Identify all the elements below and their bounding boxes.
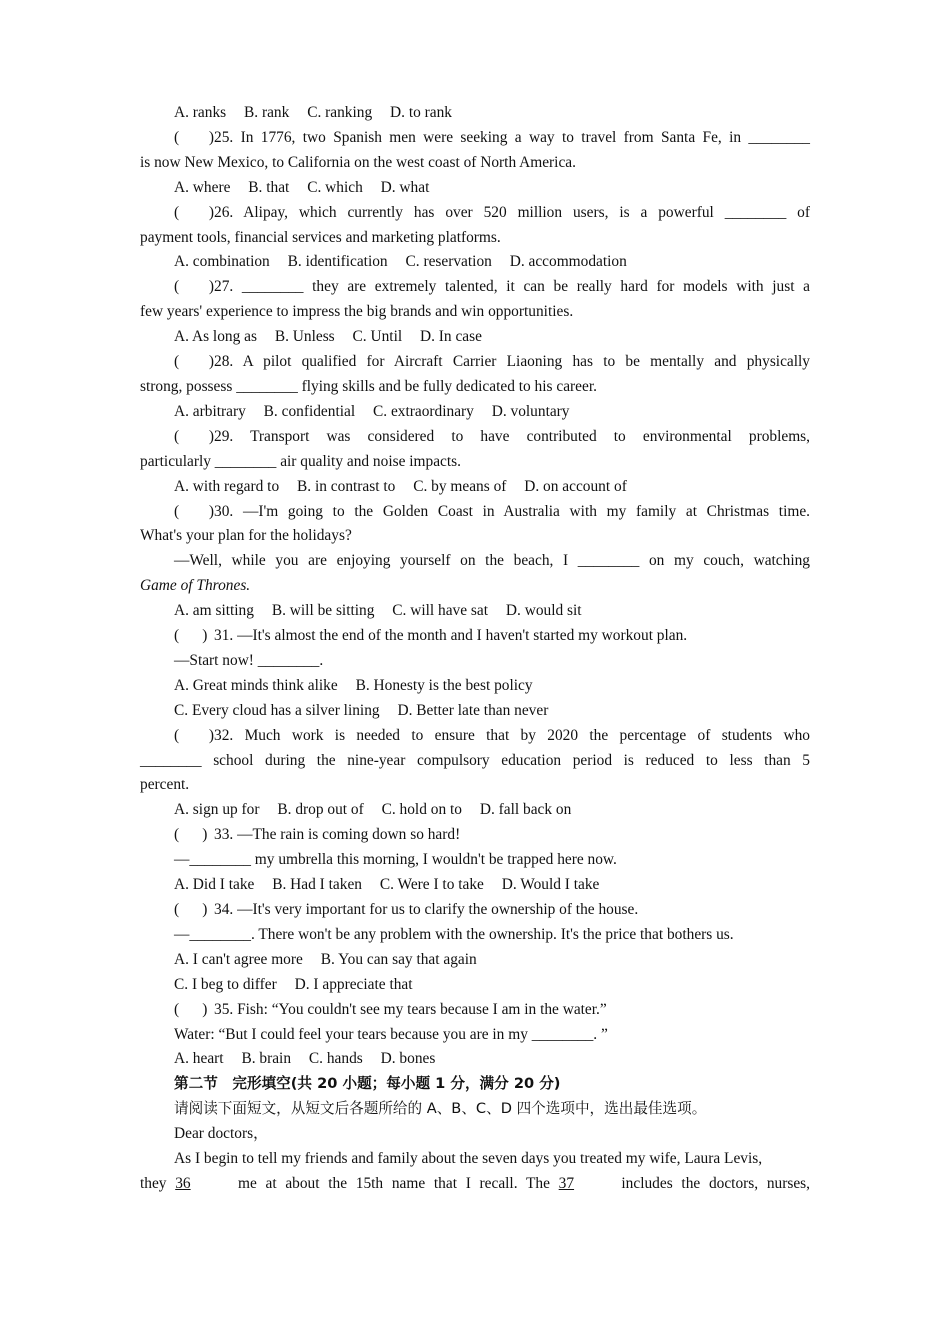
- question-text: 26. Alipay, which currently has over 520 million users, is a powerful ________ of: [214, 203, 810, 221]
- q34-stem: [140, 898, 810, 923]
- option-b: B. identification: [287, 253, 388, 271]
- q34-reply: —________. There won't be any problem with the ownership. It's the price that bothers us.: [174, 925, 734, 943]
- option-d: D. In case: [420, 328, 482, 346]
- q33-stem: [140, 823, 810, 848]
- q35-reply: Water: “But I could feel your tears because you are in my ________. ”: [174, 1025, 608, 1043]
- q35-options: [140, 1047, 810, 1072]
- option-d: D. what: [380, 178, 430, 196]
- q30-options: [140, 599, 810, 624]
- q31-options-cd: [140, 699, 810, 724]
- q25-stem-line2: is now New Mexico, to California on the west coast of North America.: [140, 153, 576, 171]
- option-a: A. ranks: [174, 104, 227, 121]
- q30-stem-line2: What's your plan for the holidays?: [140, 527, 352, 545]
- option-c: C. by means of: [413, 477, 507, 495]
- q28-options: [140, 400, 810, 425]
- option-b: B. Honesty is the best policy: [355, 676, 533, 694]
- question-text: 33. —The rain is coming down so hard!: [214, 826, 461, 844]
- q34-options-cd: [140, 973, 810, 998]
- q35-stem: [140, 998, 810, 1023]
- q25-stem-line1: [140, 126, 810, 151]
- q30-reply-line1: —Well, while you are enjoying yourself on the beach, I ________ on my couch, watching: [174, 552, 810, 570]
- option-a: A. combination: [174, 253, 270, 271]
- question-text: 25. In 1776, two Spanish men were seeking a way to travel from Santa Fe, in ________: [214, 128, 810, 146]
- option-c: C. hold on to: [381, 801, 462, 819]
- option-d: D. on account of: [524, 477, 627, 495]
- option-c: C. ranking: [307, 104, 373, 121]
- option-a: A. As long as: [174, 328, 257, 346]
- q31-options-ab: [140, 674, 810, 699]
- option-c: C. Were I to take: [379, 876, 484, 894]
- option-b: B. confidential: [263, 402, 356, 420]
- q32-stem-line1: [140, 724, 810, 749]
- q33-options: [140, 873, 810, 898]
- blank-36[interactable]: 36: [175, 1174, 191, 1192]
- option-c: C. extraordinary: [372, 402, 474, 420]
- passage-text: they: [140, 1174, 167, 1192]
- option-b: B. rank: [244, 104, 290, 121]
- passage-line2: [140, 1172, 810, 1197]
- option-a: A. sign up for: [174, 801, 260, 819]
- option-b: B. brain: [241, 1050, 292, 1068]
- option-c: C. reservation: [405, 253, 492, 271]
- q29-stem-line1: [140, 425, 810, 450]
- passage-text: me at about the 15th name that I recall. The: [237, 1174, 550, 1192]
- q31-reply: —Start now! ________.: [174, 651, 324, 669]
- q25-options: [140, 176, 810, 201]
- section-instruction: 请阅读下面短文，从短文后各题所给的 A、B、C、D 四个选项中，选出最佳选项。: [174, 1100, 707, 1118]
- option-b: B. will be sitting: [271, 602, 375, 620]
- question-text: 29. Transport was considered to have contributed to environmental problems,: [214, 427, 810, 445]
- question-text: 30. —I'm going to the Golden Coast in Australia with my family at Christmas time.: [214, 502, 810, 520]
- exam-page: [140, 101, 810, 1197]
- answer-paren[interactable]: ( ): [174, 826, 208, 844]
- q33-reply: —________ my umbrella this morning, I wouldn't be trapped here now.: [174, 851, 617, 869]
- option-a: A. where: [174, 178, 231, 196]
- q29-stem-line2: particularly ________ air quality and noise impacts.: [140, 452, 461, 470]
- question-text: 28. A pilot qualified for Aircraft Carrier Liaoning has to be mentally and physically: [214, 353, 810, 371]
- answer-paren[interactable]: ( ): [174, 427, 214, 445]
- option-b: B. drop out of: [277, 801, 364, 819]
- question-text: 32. Much work is needed to ensure that by 2020 the percentage of students who: [214, 726, 810, 744]
- option-b: B. You can say that again: [320, 950, 477, 968]
- option-b: B. Unless: [274, 328, 335, 346]
- option-a: A. heart: [174, 1050, 224, 1068]
- q27-stem-line2: few years' experience to impress the big brands and win opportunities.: [140, 303, 574, 321]
- blank-37[interactable]: 37: [558, 1174, 575, 1192]
- q34-options-ab: [140, 948, 810, 973]
- q27-options: [140, 325, 810, 350]
- option-a: A. with regard to: [174, 477, 280, 495]
- section-title: 第二节 完形填空(共 20 小题；每小题 1 分，满分 20 分): [174, 1075, 561, 1093]
- option-c: C. Until: [352, 328, 403, 346]
- q28-stem-line2: strong, possess ________ flying skills and be fully dedicated to his career.: [140, 377, 597, 395]
- q24-options: [140, 101, 810, 126]
- q26-stem-line2: payment tools, financial services and marketing platforms.: [140, 228, 501, 246]
- answer-paren[interactable]: ( ): [174, 726, 214, 744]
- q29-options: [140, 475, 810, 500]
- option-d: D. Would I take: [501, 876, 600, 894]
- option-a: A. arbitrary: [174, 402, 246, 420]
- q32-stem-line2: ________ school during the nine-year compulsory education period is reduced to less than 5: [140, 751, 810, 769]
- option-a: A. Great minds think alike: [174, 676, 338, 694]
- option-c: C. which: [307, 178, 363, 196]
- q30-reply-title: Game of Thrones.: [140, 577, 251, 595]
- option-d: D. bones: [380, 1050, 436, 1068]
- answer-paren[interactable]: ( ): [174, 627, 208, 645]
- q27-stem-line1: [140, 275, 810, 300]
- q31-stem: [140, 624, 810, 649]
- question-text: 31. —It's almost the end of the month and I haven't started my workout plan.: [214, 627, 688, 645]
- question-text: 27. ________ they are extremely talented, it can be really hard for models with just a: [214, 278, 810, 296]
- q28-stem-line1: [140, 350, 810, 375]
- option-d: D. fall back on: [479, 801, 572, 819]
- option-d: D. voluntary: [491, 402, 570, 420]
- question-text: 34. —It's very important for us to clarify the ownership of the house.: [214, 901, 639, 918]
- option-c: C. Every cloud has a silver lining: [174, 701, 380, 719]
- q32-options: [140, 798, 810, 823]
- answer-paren[interactable]: ( ): [174, 128, 214, 146]
- option-a: A. am sitting: [174, 602, 254, 620]
- option-a: A. I can't agree more: [174, 950, 303, 968]
- answer-paren[interactable]: ( ): [174, 1000, 208, 1018]
- question-text: 35. Fish: “You couldn't see my tears because I am in the water.”: [214, 1000, 607, 1018]
- q26-options: [140, 250, 810, 275]
- answer-paren[interactable]: ( ): [174, 901, 208, 918]
- answer-paren[interactable]: ( ): [174, 203, 214, 221]
- option-d: D. I appreciate that: [294, 975, 413, 993]
- passage-line1: As I begin to tell my friends and family about the seven days you treated my wife, Laura Levis,: [174, 1150, 763, 1168]
- option-b: B. Had I taken: [272, 876, 362, 894]
- answer-paren[interactable]: ( ): [174, 502, 214, 520]
- option-c: C. hands: [308, 1050, 363, 1068]
- option-d: D. Better late than never: [397, 701, 549, 719]
- q26-stem-line1: [140, 201, 810, 226]
- option-a: A. Did I take: [174, 876, 255, 894]
- answer-paren[interactable]: ( ): [174, 278, 214, 296]
- q32-stem-line3: percent.: [140, 776, 190, 794]
- option-c: C. I beg to differ: [174, 975, 277, 993]
- passage-text: includes the doctors, nurses,: [621, 1174, 810, 1192]
- option-c: C. will have sat: [392, 602, 489, 620]
- q30-stem-line1: [140, 500, 810, 525]
- option-d: D. would sit: [505, 602, 582, 620]
- option-d: D. accommodation: [509, 253, 627, 271]
- option-b: B. that: [248, 178, 290, 196]
- answer-paren[interactable]: ( ): [174, 353, 214, 371]
- option-d: D. to rank: [390, 104, 453, 121]
- option-b: B. in contrast to: [297, 477, 396, 495]
- letter-salutation: Dear doctors，: [174, 1125, 269, 1143]
